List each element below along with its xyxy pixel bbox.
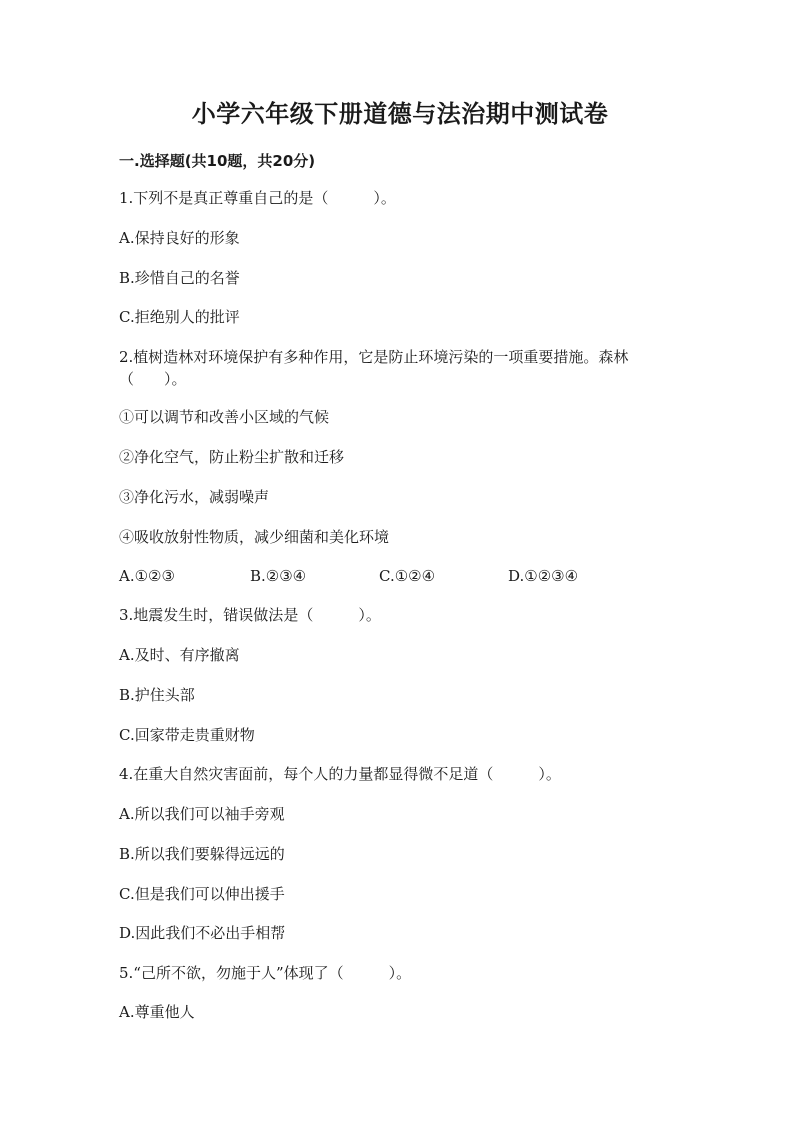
question-2-statement-3: ③净化污水，减弱噪声 — [119, 488, 270, 506]
question-1-option-c: C.拒绝别人的批评 — [119, 308, 240, 326]
section-heading: 一.选择题(共10题，共20分) — [119, 152, 316, 170]
question-2-stem-line-2: （ ）。 — [119, 370, 187, 388]
question-4-option-d: D.因此我们不必出手相帮 — [119, 924, 286, 942]
question-2-option-a: A.①②③ — [119, 567, 175, 585]
question-4-option-a: A.所以我们可以袖手旁观 — [119, 805, 285, 823]
question-2-statement-2: ②净化空气，防止粉尘扩散和迁移 — [119, 448, 345, 466]
question-4-option-c: C.但是我们可以伸出援手 — [119, 885, 285, 903]
question-3-option-a: A.及时、有序撤离 — [119, 646, 240, 664]
question-1-stem: 1.下列不是真正尊重自己的是（ ）。 — [119, 189, 396, 207]
question-2-option-b: B.②③④ — [250, 567, 307, 585]
page-title: 小学六年级下册道德与法治期中测试卷 — [191, 100, 609, 128]
question-2-statement-4: ④吸收放射性物质，减少细菌和美化环境 — [119, 528, 390, 546]
question-1-option-b: B.珍惜自己的名誉 — [119, 269, 240, 287]
question-3-option-b: B.护住头部 — [119, 686, 195, 704]
question-2-statement-1: ①可以调节和改善小区域的气候 — [119, 408, 330, 426]
question-1-option-a: A.保持良好的形象 — [119, 229, 240, 247]
question-4-stem: 4.在重大自然灾害面前，每个人的力量都显得微不足道（ ）。 — [119, 765, 561, 783]
question-2-option-d: D.①②③④ — [508, 567, 579, 585]
question-2-stem-line-1: 2.植树造林对环境保护有多种作用，它是防止环境污染的一项重要措施。森林 — [119, 348, 629, 366]
question-3-stem: 3.地震发生时，错误做法是（ ）。 — [119, 606, 381, 624]
question-2-option-c: C.①②④ — [379, 567, 436, 585]
question-5-stem: 5.“己所不欲，勿施于人”体现了（ ）。 — [119, 964, 412, 982]
question-3-option-c: C.回家带走贵重财物 — [119, 726, 255, 744]
question-4-option-b: B.所以我们要躲得远远的 — [119, 845, 285, 863]
question-5-option-a: A.尊重他人 — [119, 1003, 195, 1021]
